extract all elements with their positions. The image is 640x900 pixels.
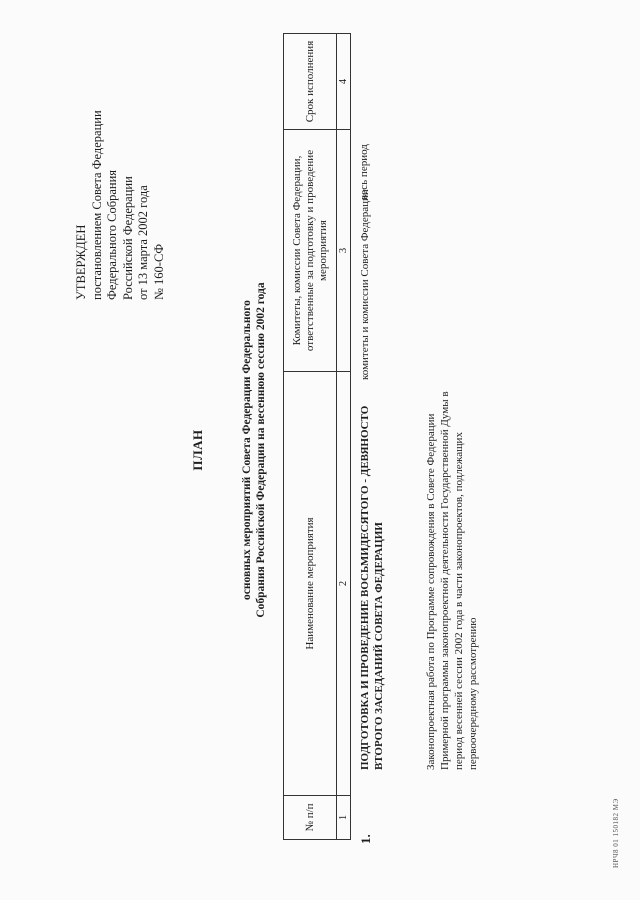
column-number: 4 bbox=[337, 34, 351, 130]
plan-table-header bbox=[283, 33, 351, 840]
row-description: Законопроектная работа по Программе сопровождения в Совете Федерации Примерной программы законопроектной деятельности Государственной Думы в период весенней сессии 2002 года в части законопроектов, подлежащих первоочередному рассмотрению bbox=[425, 391, 479, 770]
plan-subtitle-line: основных мероприятий Совета Федерации Федерального bbox=[241, 300, 253, 600]
approval-line: от 13 марта 2002 года bbox=[136, 185, 150, 300]
approval-stamp bbox=[74, 20, 167, 300]
section-title: ПОДГОТОВКА И ПРОВЕДЕНИЕ ВОСЬМИДЕСЯТОГО - ДЕВЯНОСТО ВТОРОГО ЗАСЕДАНИЙ СОВЕТА ФЕДЕРАЦИИ bbox=[359, 405, 385, 770]
header-responsible: Комитеты, комиссии Совета Федерации, ответственные за подготовку и проведение мероприятия bbox=[284, 130, 337, 372]
footer-mark: НРЧ8 01 150182 МЭ bbox=[612, 798, 620, 868]
column-number: 2 bbox=[337, 372, 351, 796]
header-term: Срок исполнения bbox=[284, 34, 337, 130]
approval-line: Российской Федерации bbox=[120, 176, 135, 300]
approval-line: № 160-СФ bbox=[151, 243, 166, 300]
approval-line: Федерального Собрания bbox=[105, 169, 119, 300]
plan-title: ПЛАН bbox=[190, 429, 205, 471]
column-number: 3 bbox=[337, 130, 351, 372]
header-number: № п/п bbox=[284, 796, 337, 840]
plan-subtitle-line: Собрания Российской Федерации на весеннюю сессию 2002 года bbox=[255, 282, 267, 618]
column-number: 1 bbox=[337, 796, 351, 840]
header-event-name: Наименование мероприятия bbox=[284, 372, 337, 796]
row-number: 1. bbox=[358, 834, 373, 844]
row-responsible: комитеты и комиссии Совета Федерации bbox=[359, 189, 371, 380]
row-term: весь период bbox=[358, 144, 370, 200]
approval-line: постановлением Совета Федерации bbox=[89, 110, 104, 300]
approval-line: УТВЕРЖДЕН bbox=[74, 224, 88, 300]
plan-subtitle bbox=[240, 0, 268, 900]
